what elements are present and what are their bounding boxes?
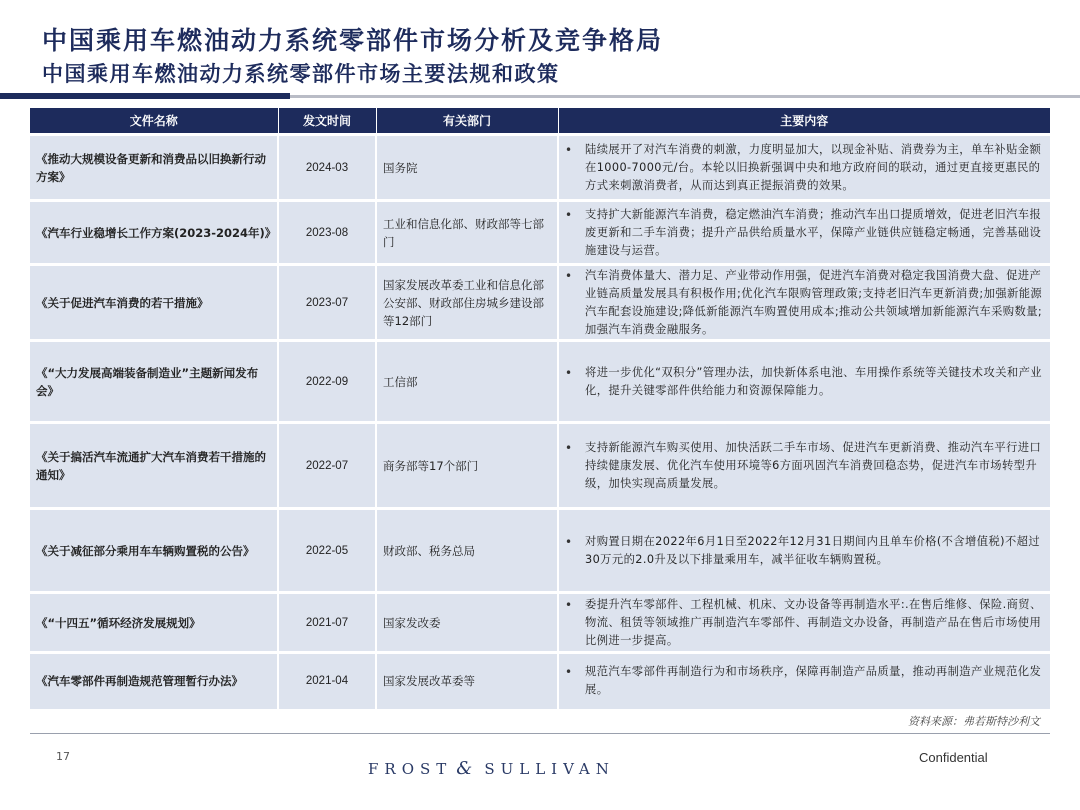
bullet-icon: •: [565, 597, 573, 612]
issue-date: 2022-07: [278, 423, 376, 509]
table-row: [30, 593, 1050, 653]
issue-date: 2021-04: [278, 653, 376, 709]
table-row: [30, 341, 1050, 423]
column-header-name: 文件名称: [30, 108, 278, 135]
policy-table: [30, 108, 1050, 709]
table-row: [30, 135, 1050, 201]
main-content: 将进一步优化“双积分”管理办法，加快新体系电池、车用操作系统等关键技术攻关和产业化，提升关键零部件供给能力和资源保障能力。: [585, 365, 1042, 397]
main-content-cell: [558, 653, 1050, 709]
issue-date: 2022-05: [278, 509, 376, 593]
department: 国家发改委: [376, 593, 558, 653]
page-subtitle: 中国乘用车燃油动力系统零部件市场主要法规和政策: [42, 62, 560, 86]
doc-name: 《关于减征部分乘用车车辆购置税的公告》: [30, 509, 278, 593]
department: 国家发展改革委等: [376, 653, 558, 709]
frost-sullivan-logo: [368, 758, 615, 779]
main-content-cell: [558, 265, 1050, 341]
header-rule-navy: [0, 93, 290, 99]
table-row: [30, 265, 1050, 341]
source-note: 资料来源：弗若斯特沙利文: [908, 715, 1040, 728]
bullet-icon: •: [565, 142, 573, 157]
table-row: [30, 653, 1050, 709]
column-header-dept: 有关部门: [376, 108, 558, 135]
bullet-icon: •: [565, 534, 573, 549]
table-header-row: [30, 108, 1050, 135]
doc-name: 《“十四五”循环经济发展规划》: [30, 593, 278, 653]
bullet-icon: •: [565, 207, 573, 222]
department: 国务院: [376, 135, 558, 201]
main-content: 支持扩大新能源汽车消费，稳定燃油汽车消费；推动汽车出口提质增效，促进老旧汽车报废更新和二手车消费；提升产品供给质量水平，保障产业链供应链稳定畅通，完善基础设施建设与运营。: [585, 207, 1042, 257]
main-content: 对购置日期在2022年6月1日至2022年12月31日期间内且单车价格(不含增值税)不超过30万元的2.0升及以下排量乘用车，减半征收车辆购置税。: [585, 534, 1041, 566]
bullet-icon: •: [565, 268, 573, 283]
main-content: 支持新能源汽车购买使用、加快活跃二手车市场、促进汽车更新消费、推动汽车平行进口持续健康发展、优化汽车使用环境等6方面巩固汽车消费回稳态势，促进汽车市场转型升级，加快实现高质量发展。: [585, 440, 1042, 490]
doc-name: 《推动大规模设备更新和消费品以旧换新行动方案》: [30, 135, 278, 201]
main-content: 陆续展开了对汽车消费的刺激，力度明显加大，以现金补贴、消费券为主，单车补贴金额在1000-7000元/台。本轮以旧换新强调中央和地方政府间的联动，通过更直接更惠民的方式来刺激消费者，从而达到真正提振消费的效果。: [585, 142, 1042, 192]
logo-frost: FROST: [368, 760, 453, 778]
main-content-cell: [558, 423, 1050, 509]
logo-sullivan: SULLIVAN: [484, 760, 615, 778]
table-row: [30, 423, 1050, 509]
issue-date: 2021-07: [278, 593, 376, 653]
main-content: 汽车消费体量大、潜力足、产业带动作用强，促进汽车消费对稳定我国消费大盘、促进产业链高质量发展具有积极作用;优化汽车限购管理政策;支持老旧汽车更新消费;加强新能源汽车配套设施建设;降低新能源汽车购置使用成本;推动公共领域增加新能源汽车采购数量;加强汽车消费金融服务。: [585, 268, 1043, 336]
table-row: [30, 509, 1050, 593]
page-number: 17: [56, 750, 70, 763]
doc-name: 《关于促进汽车消费的若干措施》: [30, 265, 278, 341]
doc-name: 《汽车零部件再制造规范管理暂行办法》: [30, 653, 278, 709]
footer-rule: [30, 733, 1050, 734]
department: 工信部: [376, 341, 558, 423]
department: 工业和信息化部、财政部等七部门: [376, 201, 558, 265]
doc-name: 《关于搞活汽车流通扩大汽车消费若干措施的通知》: [30, 423, 278, 509]
issue-date: 2023-07: [278, 265, 376, 341]
table-row: [30, 201, 1050, 265]
doc-name: 《汽车行业稳增长工作方案(2023-2024年)》: [30, 201, 278, 265]
department: 商务部等17个部门: [376, 423, 558, 509]
main-content-cell: [558, 341, 1050, 423]
logo-ampersand: &: [456, 758, 473, 779]
main-content-cell: [558, 201, 1050, 265]
main-content: 委提升汽车零部件、工程机械、机床、文办设备等再制造水平:.在售后维修、保险.商贸、物流、租赁等领域推广再制造汽车零部件、再制造文办设备，再制造产品在售后市场使用比例进一步提高。: [585, 597, 1042, 647]
issue-date: 2023-08: [278, 201, 376, 265]
page-title: 中国乘用车燃油动力系统零部件市场分析及竞争格局: [42, 26, 664, 55]
title-block: [42, 24, 663, 88]
main-content-cell: [558, 593, 1050, 653]
department: 财政部、税务总局: [376, 509, 558, 593]
issue-date: 2024-03: [278, 135, 376, 201]
department: 国家发展改革委工业和信息化部公安部、财政部住房城乡建设部等12部门: [376, 265, 558, 341]
main-content: 规范汽车零部件再制造行为和市场秩序，保障再制造产品质量，推动再制造产业规范化发展。: [585, 665, 1042, 697]
column-header-content: 主要内容: [558, 108, 1050, 135]
bullet-icon: •: [565, 365, 573, 380]
main-content-cell: [558, 135, 1050, 201]
main-content-cell: [558, 509, 1050, 593]
bullet-icon: •: [565, 665, 573, 680]
doc-name: 《“大力发展高端装备制造业”主题新闻发布会》: [30, 341, 278, 423]
column-header-date: 发文时间: [278, 108, 376, 135]
confidential-label: Confidential: [919, 750, 988, 765]
bullet-icon: •: [565, 440, 573, 455]
issue-date: 2022-09: [278, 341, 376, 423]
header-rule-grey: [290, 95, 1080, 98]
